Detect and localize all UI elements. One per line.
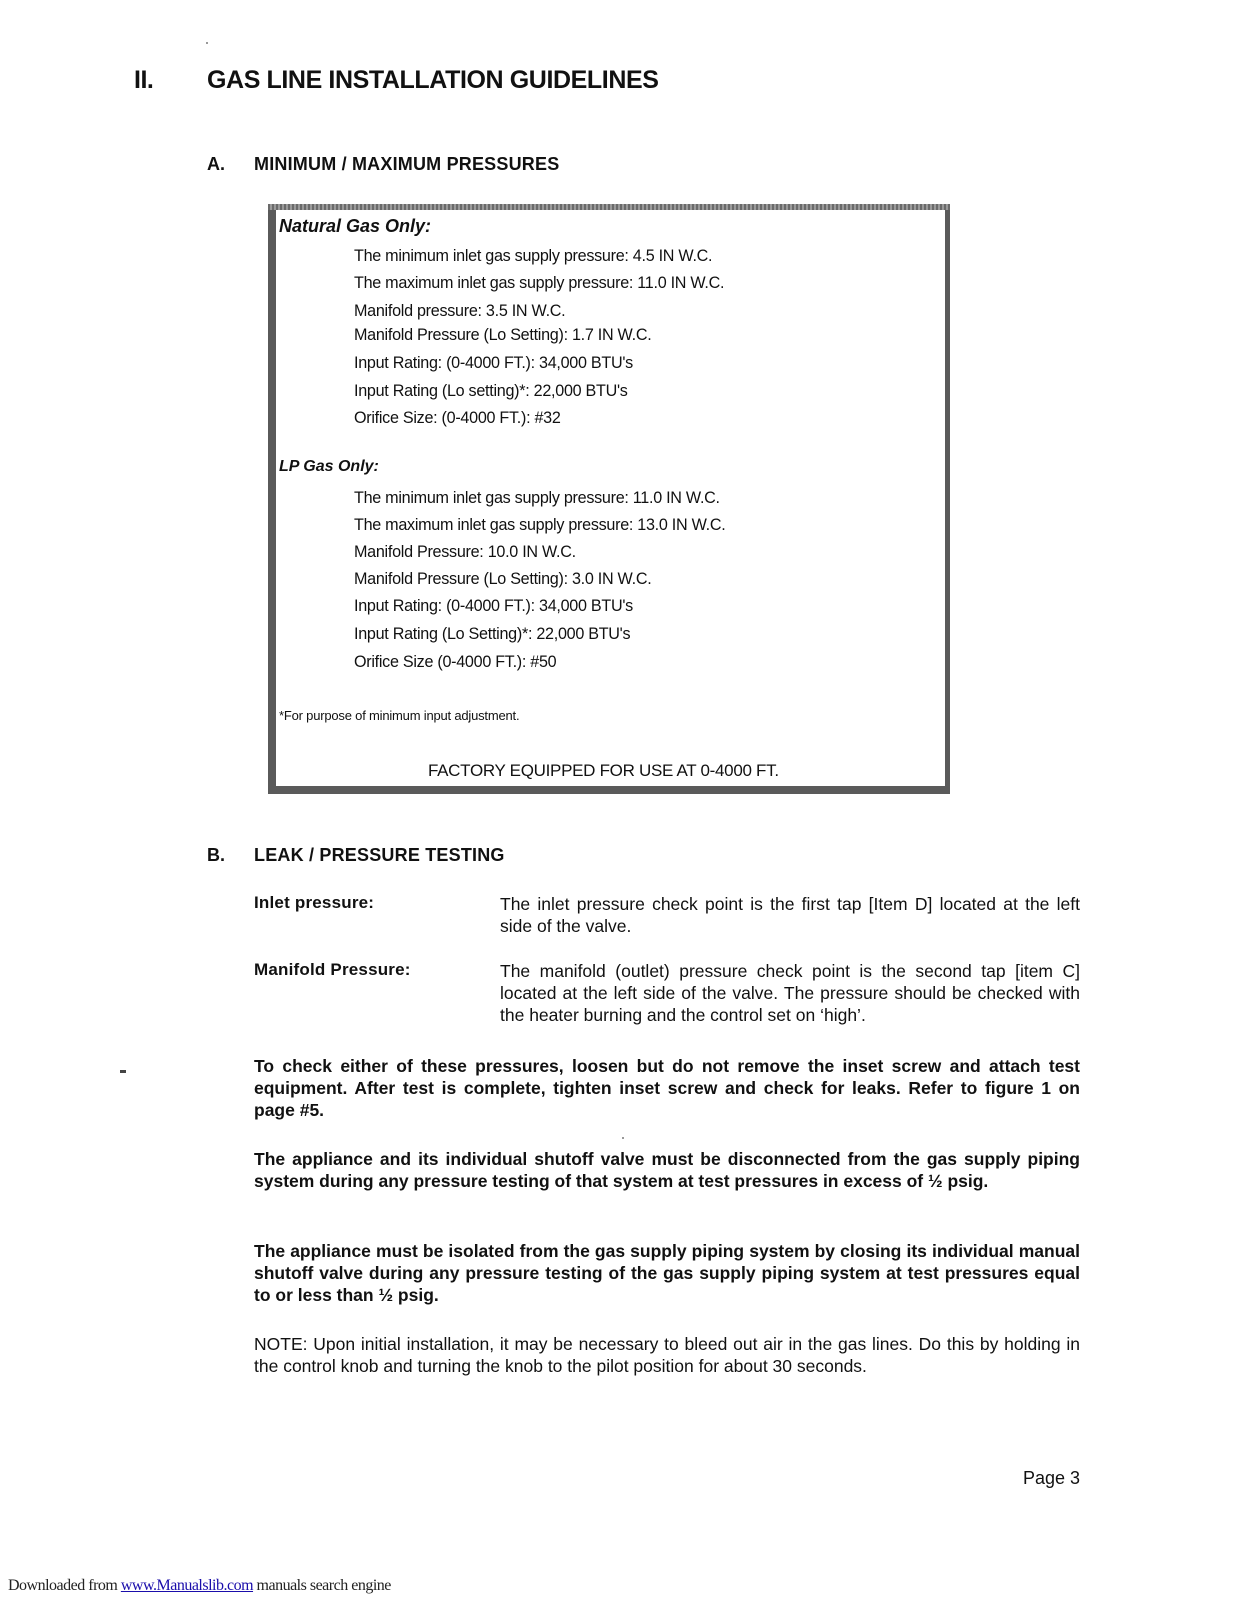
- inlet-pressure-definition: The inlet pressure check point is the first tap [Item D] located at the left side of the valve.: [500, 894, 1080, 936]
- natural-gas-line: Input Rating: (0-4000 FT.): 34,000 BTU's: [354, 353, 633, 372]
- manualslib-link[interactable]: www.Manualslib.com: [120, 1577, 254, 1594]
- lp-gas-line: Manifold Pressure (Lo Setting): 3.0 IN W.C.: [354, 569, 652, 588]
- natural-gas-line: Orifice Size: (0-4000 FT.): #32: [354, 408, 561, 427]
- natural-gas-line: The maximum inlet gas supply pressure: 11.0 IN W.C.: [354, 273, 725, 292]
- lp-gas-line: Input Rating: (0-4000 FT.): 34,000 BTU's: [354, 596, 633, 615]
- download-prefix: Downloaded from: [8, 1577, 121, 1594]
- manifold-pressure-definition: The manifold (outlet) pressure check point is the second tap [item C] located at the left side of the valve. The pressure should be checked with the heater burning and the control set on ‘high’.: [500, 961, 1080, 1025]
- factory-note: FACTORY EQUIPPED FOR USE AT 0-4000 FT.: [428, 761, 779, 780]
- lp-gas-line: The maximum inlet gas supply pressure: 13.0 IN W.C.: [354, 515, 726, 534]
- natural-gas-line: The minimum inlet gas supply pressure: 4.5 IN W.C.: [354, 246, 713, 265]
- download-suffix: manuals search engine: [253, 1577, 391, 1594]
- isolation-warning-paragraph: The appliance must be isolated from the gas supply piping system by closing its individual manual shutoff valve during any pressure testing of the gas supply piping system at test pressures equal to or less than ½ psig.: [254, 1241, 1080, 1305]
- scan-speck: [622, 1137, 624, 1139]
- bleed-air-note: NOTE: Upon initial installation, it may be necessary to bleed out air in the gas lines. Do this by holding in the control knob and turning the knob to the pilot position for about 30 seconds.: [254, 1334, 1080, 1376]
- section-title: GAS LINE INSTALLATION GUIDELINES: [207, 66, 659, 94]
- disconnect-warning-paragraph: The appliance and its individual shutoff valve must be disconnected from the gas supply piping system during any pressure testing of that system at test pressures in excess of ½ psig.: [254, 1149, 1080, 1191]
- lp-gas-heading: LP Gas Only:: [279, 458, 379, 475]
- subsection-b-title: LEAK / PRESSURE TESTING: [254, 845, 505, 865]
- inlet-pressure-term: Inlet pressure:: [254, 893, 375, 912]
- subsection-a-title: MINIMUM / MAXIMUM PRESSURES: [254, 154, 560, 174]
- pressure-spec-box: [268, 204, 950, 794]
- download-footer: [8, 1577, 391, 1595]
- scan-speck: [206, 42, 208, 44]
- lp-gas-line: The minimum inlet gas supply pressure: 11.0 IN W.C.: [354, 488, 720, 507]
- lp-gas-line: Manifold Pressure: 10.0 IN W.C.: [354, 542, 576, 561]
- lp-gas-line: Input Rating (Lo Setting)*: 22,000 BTU's: [354, 624, 631, 643]
- check-pressure-paragraph: To check either of these pressures, loosen but do not remove the inset screw and attach test equipment. After test is complete, tighten inset screw and check for leaks. Refer to figure 1 on page #5.: [254, 1056, 1080, 1120]
- subsection-a-letter: A.: [207, 154, 225, 174]
- manifold-pressure-term: Manifold Pressure:: [254, 960, 411, 979]
- natural-gas-heading: Natural Gas Only:: [279, 216, 432, 236]
- section-number: II.: [134, 66, 154, 94]
- subsection-b-letter: B.: [207, 845, 225, 865]
- natural-gas-line: Input Rating (Lo setting)*: 22,000 BTU's: [354, 381, 628, 400]
- natural-gas-line: Manifold pressure: 3.5 IN W.C.: [354, 301, 566, 320]
- footnote: *For purpose of minimum input adjustment.: [279, 708, 520, 723]
- scan-speck: [120, 1070, 126, 1073]
- page-number: Page 3: [1022, 1468, 1080, 1488]
- natural-gas-line: Manifold Pressure (Lo Setting): 1.7 IN W.C.: [354, 325, 652, 344]
- lp-gas-line: Orifice Size (0-4000 FT.): #50: [354, 652, 557, 671]
